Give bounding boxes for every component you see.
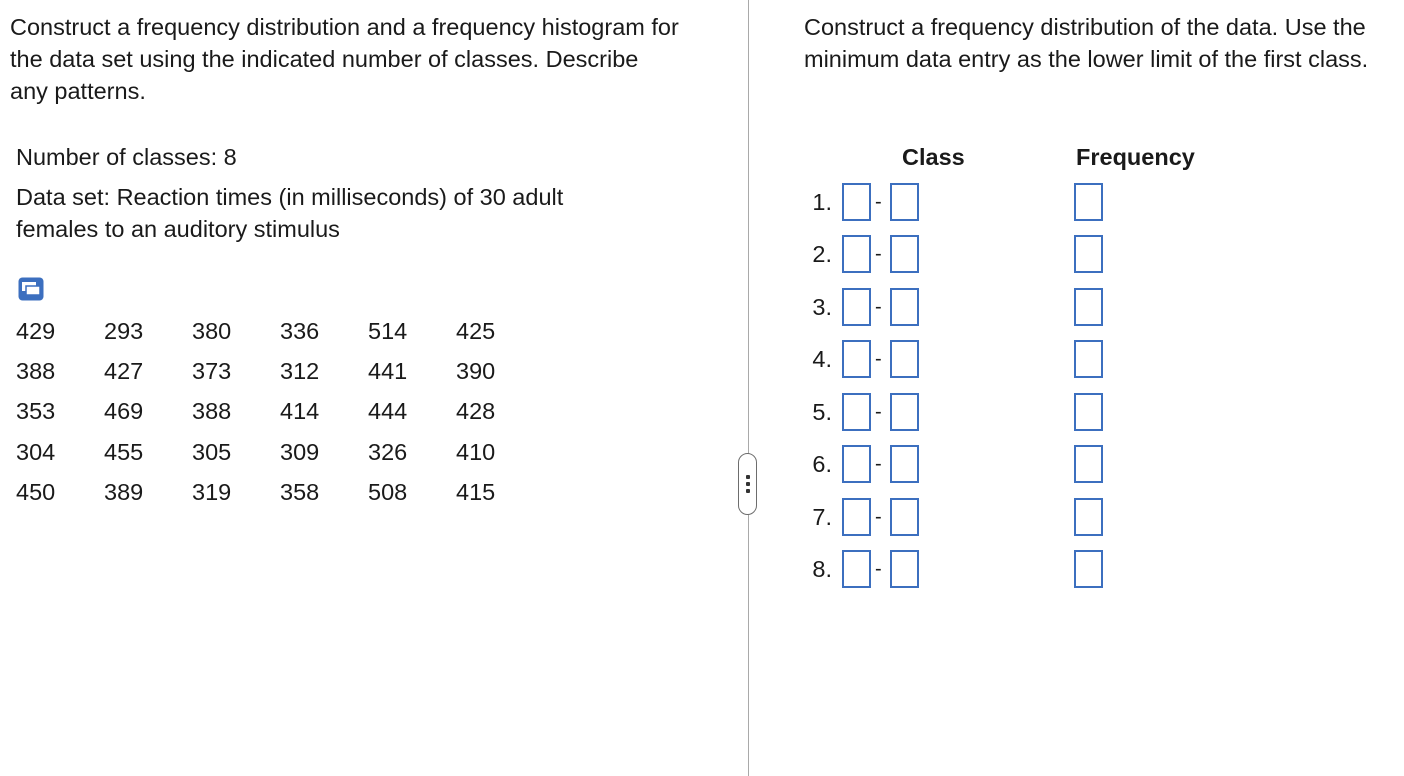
frequency-input[interactable]	[1074, 498, 1103, 536]
data-value: 293	[104, 317, 144, 344]
class-lower-limit-input[interactable]	[842, 498, 871, 536]
data-row	[16, 472, 544, 512]
data-value: 353	[16, 398, 56, 425]
class-upper-limit-input[interactable]	[890, 393, 919, 431]
pane-divider	[748, 0, 749, 776]
copy-data-icon[interactable]	[17, 276, 45, 302]
data-value: 326	[368, 438, 408, 465]
frequency-column-header: Frequency	[1076, 144, 1195, 170]
class-row	[750, 443, 1404, 485]
handle-dot	[746, 489, 750, 493]
data-row	[16, 392, 544, 432]
row-number: 5.	[812, 399, 832, 425]
data-row	[16, 432, 544, 472]
handle-dot	[746, 475, 750, 479]
question-instructions: Construct a frequency distribution and a frequency histogram for the data set using the indicated number of classes. Describe any patterns.	[10, 14, 679, 104]
class-column-header: Class	[902, 144, 965, 170]
class-range-separator: -	[875, 243, 882, 265]
row-number: 6.	[812, 451, 832, 477]
data-value: 444	[368, 398, 408, 425]
class-row	[750, 496, 1404, 538]
row-number: 7.	[812, 504, 832, 530]
handle-dot	[746, 482, 750, 486]
class-row	[750, 548, 1404, 590]
class-range-separator: -	[875, 348, 882, 370]
data-value: 388	[16, 357, 56, 384]
class-lower-limit-input[interactable]	[842, 340, 871, 378]
data-value: 455	[104, 438, 144, 465]
row-number: 3.	[812, 294, 832, 320]
class-row	[750, 391, 1404, 433]
row-number: 8.	[812, 556, 832, 582]
data-value: 450	[16, 478, 56, 505]
class-lower-limit-input[interactable]	[842, 183, 871, 221]
frequency-input[interactable]	[1074, 235, 1103, 273]
class-upper-limit-input[interactable]	[890, 445, 919, 483]
class-upper-limit-input[interactable]	[890, 183, 919, 221]
data-value: 514	[368, 317, 408, 344]
right-pane	[750, 0, 1404, 776]
row-number: 1.	[812, 189, 832, 215]
class-row	[750, 181, 1404, 223]
class-row	[750, 286, 1404, 328]
class-lower-limit-input[interactable]	[842, 550, 871, 588]
data-value: 425	[456, 317, 496, 344]
data-value: 312	[280, 357, 320, 384]
data-value: 388	[192, 398, 232, 425]
answer-instructions: Construct a frequency distribution of the data. Use the minimum data entry as the lower limit of the first class.	[804, 14, 1369, 72]
data-value: 389	[104, 478, 144, 505]
number-of-classes: Number of classes: 8	[16, 144, 237, 170]
data-value: 358	[280, 478, 320, 505]
data-value: 410	[456, 438, 496, 465]
frequency-input[interactable]	[1074, 445, 1103, 483]
class-upper-limit-input[interactable]	[890, 498, 919, 536]
data-value: 305	[192, 438, 232, 465]
frequency-input[interactable]	[1074, 183, 1103, 221]
class-range-separator: -	[875, 506, 882, 528]
data-value: 390	[456, 357, 496, 384]
class-lower-limit-input[interactable]	[842, 393, 871, 431]
data-row	[16, 351, 544, 391]
class-lower-limit-input[interactable]	[842, 445, 871, 483]
frequency-input[interactable]	[1074, 550, 1103, 588]
row-number: 4.	[812, 346, 832, 372]
frequency-input[interactable]	[1074, 340, 1103, 378]
data-value: 380	[192, 317, 232, 344]
class-range-separator: -	[875, 191, 882, 213]
data-value: 427	[104, 357, 144, 384]
class-lower-limit-input[interactable]	[842, 288, 871, 326]
class-range-separator: -	[875, 453, 882, 475]
data-value: 469	[104, 398, 144, 425]
data-value: 429	[16, 317, 56, 344]
data-row	[16, 311, 544, 351]
dataset-description: Data set: Reaction times (in milliseconds) of 30 adult females to an auditory stimulus	[16, 184, 564, 242]
class-upper-limit-input[interactable]	[890, 550, 919, 588]
class-upper-limit-input[interactable]	[890, 235, 919, 273]
row-number: 2.	[812, 241, 832, 267]
data-value: 428	[456, 398, 496, 425]
data-value: 414	[280, 398, 320, 425]
data-value: 309	[280, 438, 320, 465]
data-value: 336	[280, 317, 320, 344]
class-upper-limit-input[interactable]	[890, 340, 919, 378]
data-value: 304	[16, 438, 56, 465]
frequency-input[interactable]	[1074, 393, 1103, 431]
frequency-input[interactable]	[1074, 288, 1103, 326]
data-value: 441	[368, 357, 408, 384]
class-row	[750, 338, 1404, 380]
class-upper-limit-input[interactable]	[890, 288, 919, 326]
class-lower-limit-input[interactable]	[842, 235, 871, 273]
data-value: 415	[456, 478, 496, 505]
class-range-separator: -	[875, 558, 882, 580]
class-row	[750, 233, 1404, 275]
data-value: 373	[192, 357, 232, 384]
data-value: 319	[192, 478, 232, 505]
class-range-separator: -	[875, 401, 882, 423]
class-range-separator: -	[875, 296, 882, 318]
data-value: 508	[368, 478, 408, 505]
data-table	[16, 311, 544, 512]
